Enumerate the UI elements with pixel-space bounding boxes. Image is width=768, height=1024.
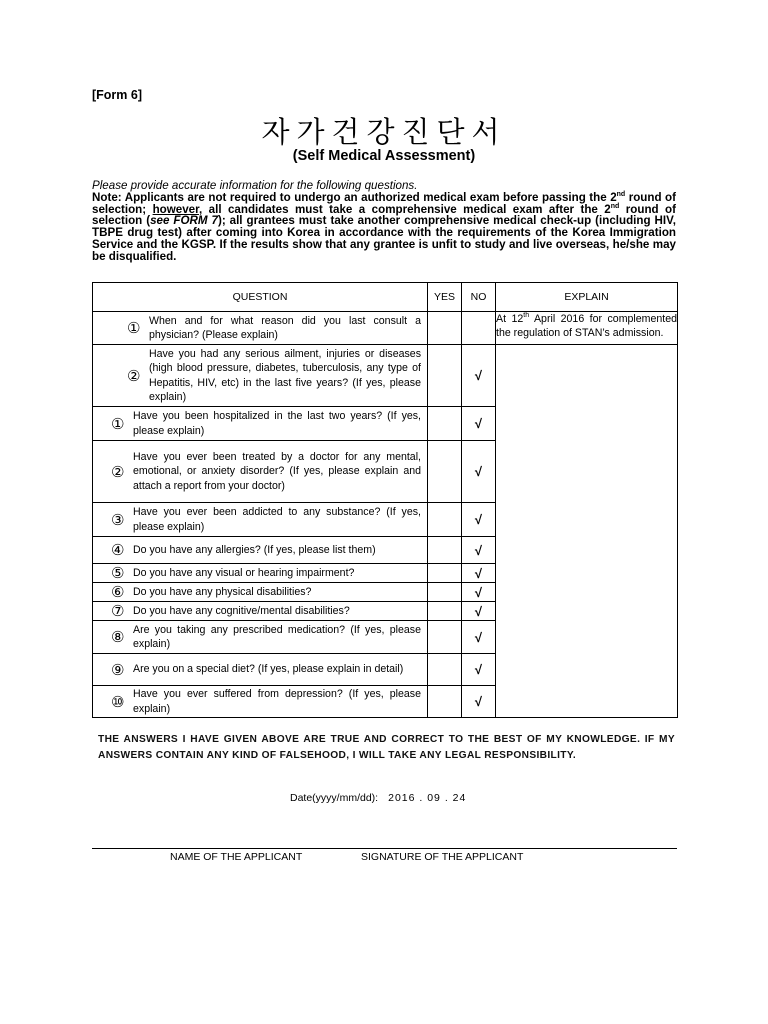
yes-cell[interactable] (428, 503, 462, 537)
date-value[interactable]: 2016 . 09 . 24 (388, 792, 467, 804)
instructions (92, 180, 676, 263)
page-title-korean: 자가건강진단서 (261, 115, 507, 149)
question-number: ④ (111, 541, 125, 559)
no-cell-checkmark[interactable]: √ (462, 621, 496, 654)
yes-cell[interactable] (428, 686, 462, 718)
question-text: Do you have any visual or hearing impairment? (133, 566, 355, 579)
question-cell (93, 654, 428, 686)
no-cell-checkmark[interactable]: √ (462, 602, 496, 621)
no-cell-checkmark[interactable]: √ (462, 686, 496, 718)
health-questions-table (92, 282, 678, 718)
declaration-text: THE ANSWERS I HAVE GIVEN ABOVE ARE TRUE AND CORRECT TO THE BEST OF MY KNOWLEDGE. IF MY ANSWERS CONTAIN ANY KIND OF FALSEHOOD, I WILL TAKE ANY LEGAL RESPONSIBILITY. (98, 734, 675, 761)
question-number: ① (111, 414, 125, 433)
question-cell (93, 441, 428, 503)
question-cell (93, 602, 428, 621)
question-cell (93, 312, 428, 345)
explain-cell-merged[interactable] (496, 345, 678, 718)
no-cell-checkmark[interactable]: √ (462, 441, 496, 503)
question-text: Are you taking any prescribed medication? (If yes, please explain) (133, 623, 421, 650)
note-text-1: Note: Applicants are not required to undergo an authorized medical exam before passing the 2 (92, 190, 617, 204)
no-cell-checkmark[interactable]: √ (462, 654, 496, 686)
question-text: Have you ever been treated by a doctor for any mental, emotional, or anxiety disorder? (If yes, please explain and attach a report from your doctor) (133, 450, 421, 492)
superscript-nd: nd (616, 190, 626, 198)
yes-cell[interactable] (428, 312, 462, 345)
no-cell-checkmark[interactable]: √ (462, 503, 496, 537)
question-number: ⑩ (111, 692, 125, 711)
question-cell (93, 537, 428, 564)
no-cell-checkmark[interactable]: √ (462, 537, 496, 564)
instructions-note (92, 192, 676, 263)
header-question: QUESTION (93, 283, 428, 312)
question-text: Have you ever been addicted to any substance? (If yes, please explain) (133, 506, 421, 533)
question-text: When and for what reason did you last consult a physician? (Please explain) (149, 314, 421, 341)
question-number: ① (127, 319, 141, 337)
question-cell (93, 407, 428, 441)
instructions-lead: Please provide accurate information for the following questions. (92, 179, 418, 192)
question-text: Are you on a special diet? (If yes, please explain in detail) (133, 663, 404, 676)
date-label: Date(yyyy/mm/dd): (290, 792, 379, 804)
yes-cell[interactable] (428, 654, 462, 686)
yes-cell[interactable] (428, 564, 462, 583)
table-row (93, 345, 678, 407)
table-row (93, 312, 678, 345)
table-header-row (93, 283, 678, 312)
question-text: Do you have any cognitive/mental disabilities? (133, 604, 350, 617)
question-cell (93, 345, 428, 407)
yes-cell[interactable] (428, 345, 462, 407)
question-cell (93, 621, 428, 654)
question-number: ③ (111, 510, 125, 529)
explain-cell[interactable] (496, 312, 678, 345)
superscript-nd-2: nd (610, 202, 620, 210)
applicant-signature-label: SIGNATURE OF THE APPLICANT (361, 851, 524, 863)
question-cell (93, 503, 428, 537)
question-number: ② (111, 462, 125, 481)
question-cell (93, 564, 428, 583)
yes-cell[interactable] (428, 602, 462, 621)
question-number: ⑤ (111, 564, 125, 582)
form-label: [Form 6] (92, 88, 142, 102)
note-text-4: round of selection ( (92, 202, 676, 228)
question-number: ⑦ (111, 602, 125, 620)
question-number: ② (127, 366, 141, 385)
page-title-english: (Self Medical Assessment) (292, 148, 476, 164)
yes-cell[interactable] (428, 583, 462, 602)
question-text: Have you ever suffered from depression? (If yes, please explain) (133, 688, 421, 715)
explain-text-1: At 12 (496, 313, 524, 325)
signature-line (92, 848, 677, 849)
no-cell-checkmark[interactable]: √ (462, 564, 496, 583)
no-cell-checkmark[interactable]: √ (462, 345, 496, 407)
date-line (290, 792, 466, 804)
question-text: Do you have any allergies? (If yes, please list them) (133, 543, 376, 556)
yes-cell[interactable] (428, 621, 462, 654)
applicant-name-label: NAME OF THE APPLICANT (170, 851, 303, 863)
question-text: Have you been hospitalized in the last two years? (If yes, please explain) (133, 410, 421, 437)
explain-superscript: th (523, 312, 530, 319)
yes-cell[interactable] (428, 441, 462, 503)
question-cell (93, 686, 428, 718)
header-explain: EXPLAIN (496, 283, 678, 312)
note-text-2: round of selection; (92, 190, 676, 216)
question-number: ⑧ (111, 628, 125, 646)
no-cell[interactable] (462, 312, 496, 345)
no-cell-checkmark[interactable]: √ (462, 407, 496, 441)
yes-cell[interactable] (428, 407, 462, 441)
question-number: ⑥ (111, 583, 125, 601)
question-text: Do you have any physical disabilities? (133, 585, 312, 598)
note-text-5: ); all grantees must take another comprehensive medical check-up (including HIV, TBPE drug test) after coming into Korea in accordance with the requirements of the Korea Immigration Service and the KGSP. If the results show that any grantee is unfit to study and live overseas, he/she may be disqualified. (92, 214, 676, 263)
question-text: Have you had any serious ailment, injuries or diseases (high blood pressure, diabetes, tuberculosis, any type of Hepatitis, HIV, etc) in the last five years? (If yes, please explain) (149, 347, 421, 403)
note-text-3: , all candidates must take a comprehensive medical exam after the 2 (198, 202, 611, 216)
header-yes: YES (428, 283, 462, 312)
note-see-form-7: see FORM 7 (150, 214, 218, 228)
header-no: NO (462, 283, 496, 312)
question-number: ⑨ (111, 660, 125, 679)
question-cell (93, 583, 428, 602)
yes-cell[interactable] (428, 537, 462, 564)
note-however: however (152, 202, 199, 216)
explain-text-2: April 2016 for complemented the regulation of STAN’s admission. (496, 313, 677, 339)
no-cell-checkmark[interactable]: √ (462, 583, 496, 602)
